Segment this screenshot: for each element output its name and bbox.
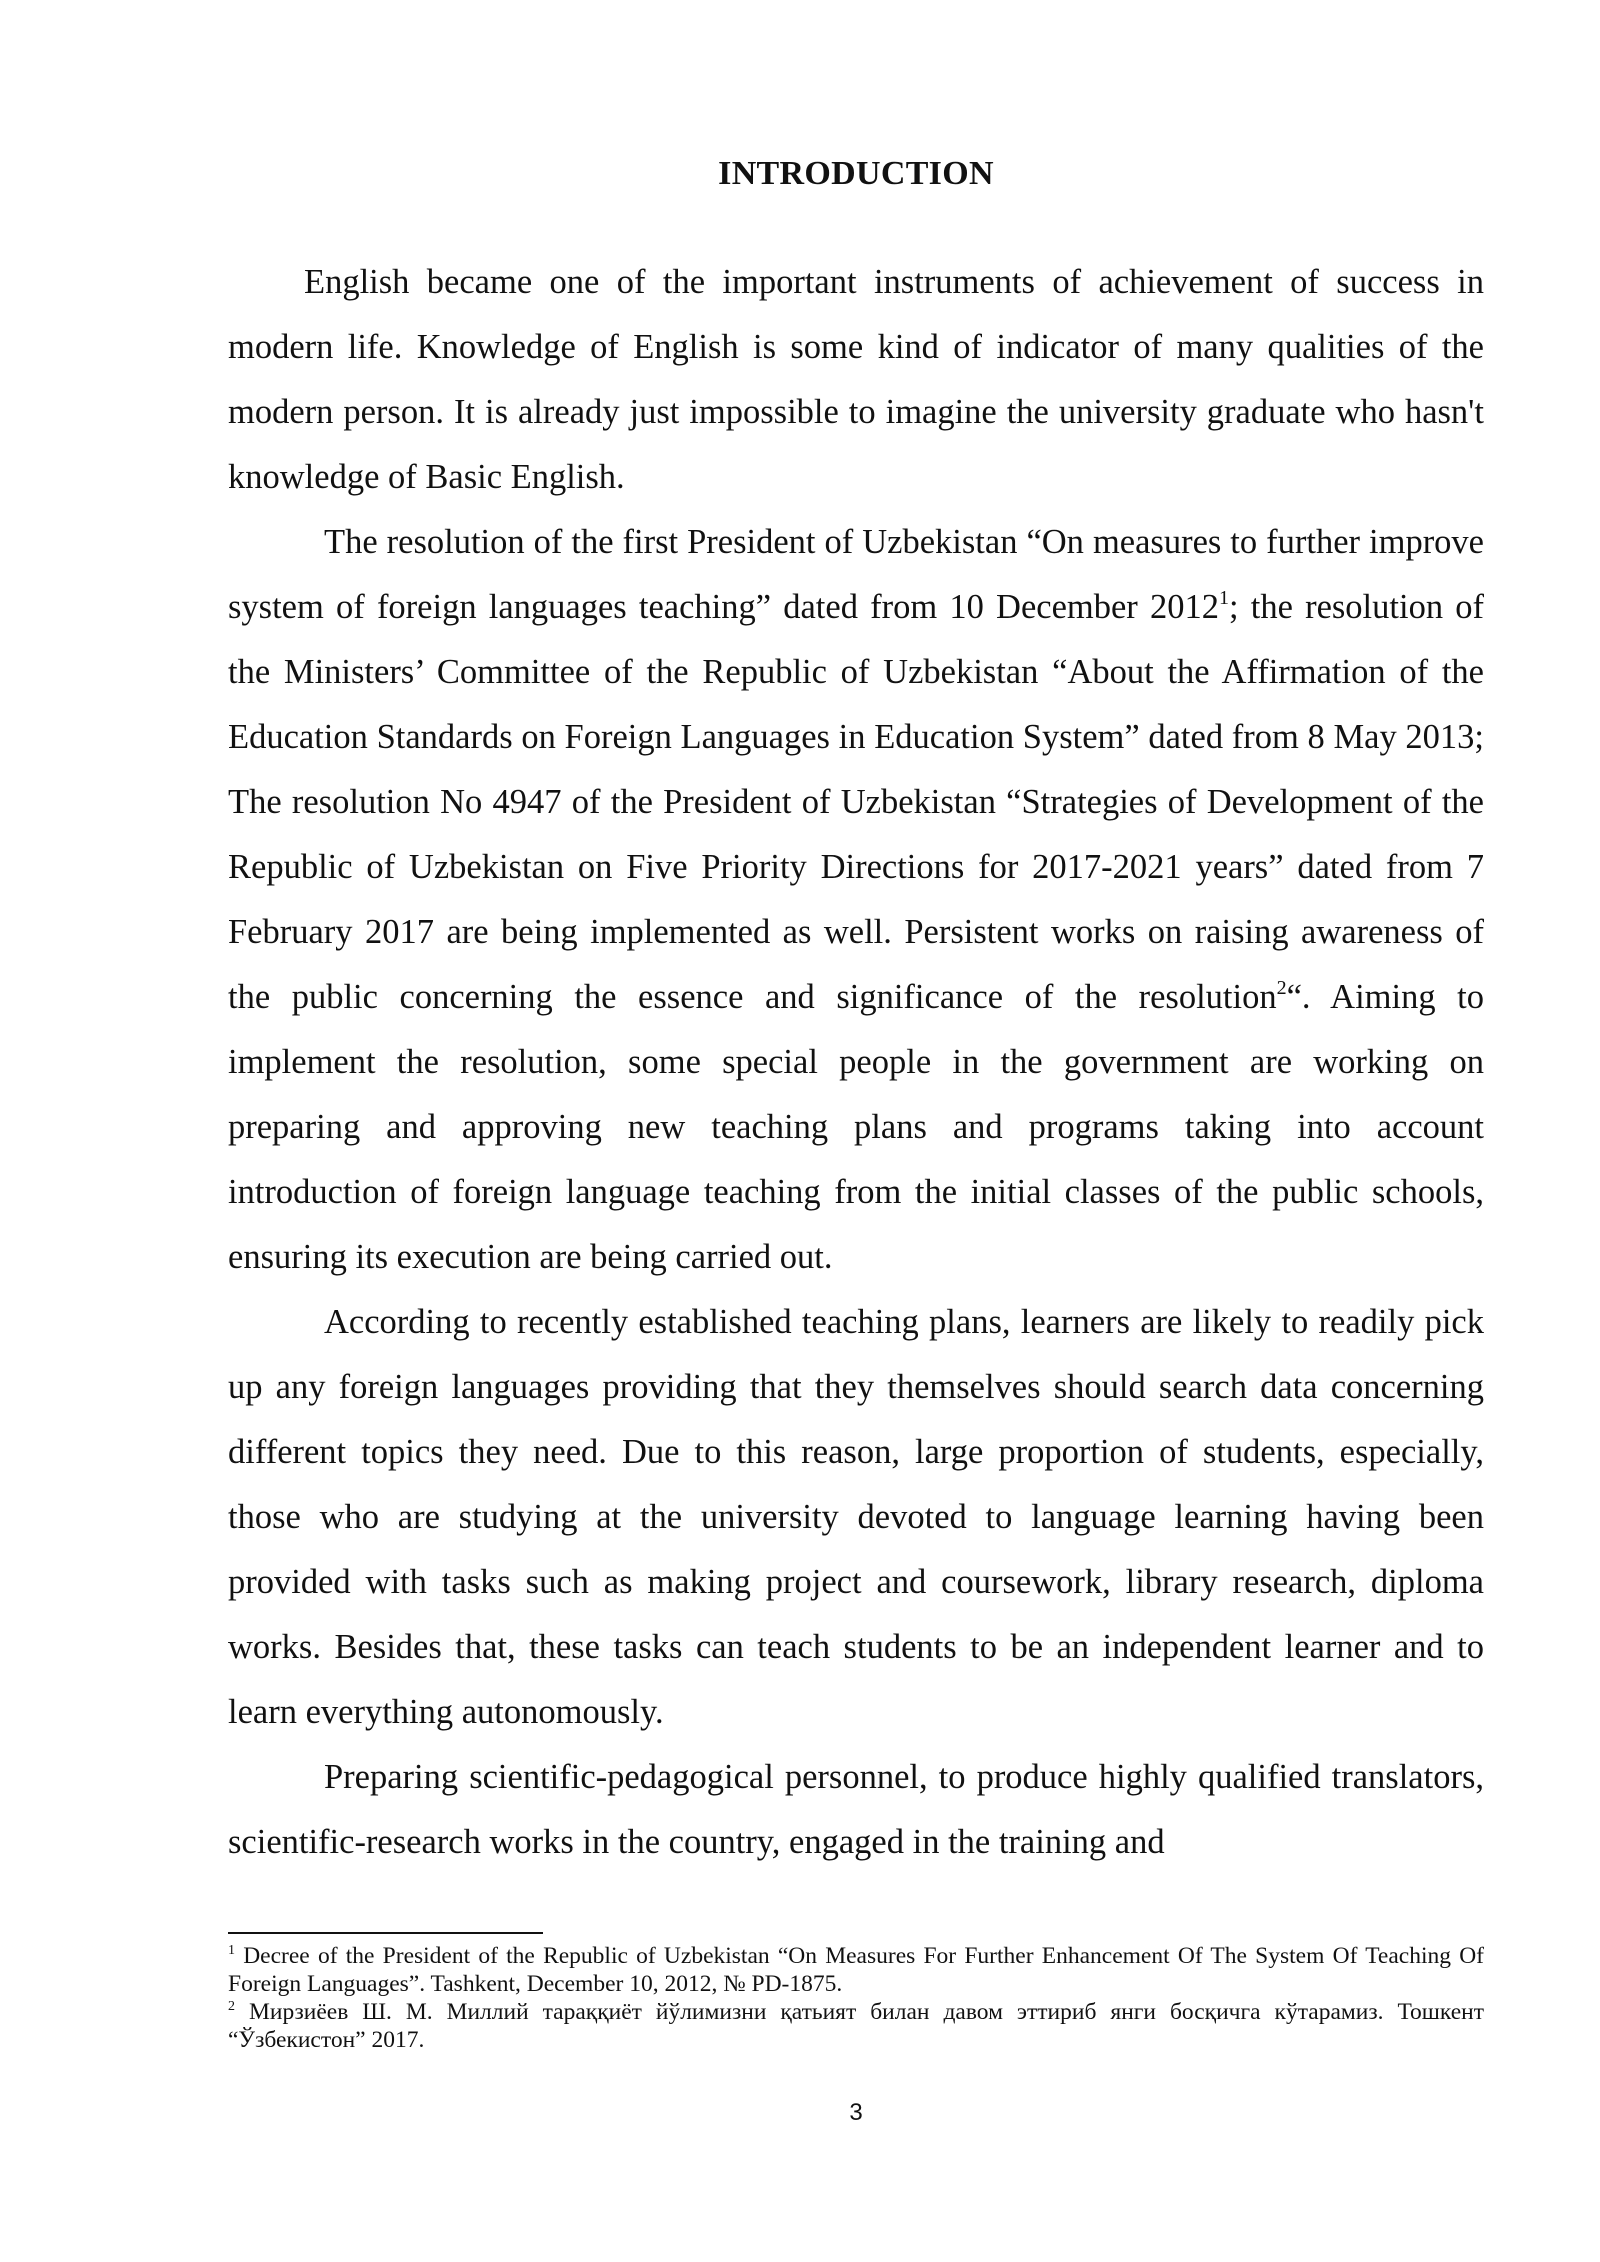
footnote-ref-2: 2 bbox=[1276, 977, 1287, 999]
footnote-2-marker: 2 bbox=[228, 1999, 235, 2014]
document-page bbox=[228, 0, 1484, 2262]
paragraph-2-part-c: “. Aiming to implement the resolution, some special people in the government are working on preparing and approving new teaching plans and programs taking into account introduction of foreign language teaching from the initial classes of the public schools, ensuring its execution are being carried out. bbox=[228, 978, 1484, 1276]
body-text bbox=[228, 250, 1484, 1875]
paragraph-2 bbox=[228, 510, 1484, 1290]
footnote-ref-1: 1 bbox=[1218, 587, 1229, 609]
paragraph-2-part-b: ; the resolution of the Ministers’ Committee of the Republic of Uzbekistan “About the Affirmation of the Education Standards on Foreign Languages in Education System” dated from 8 May 2013; The resolution No 4947 of the President of Uzbekistan “Strategies of Development of the Republic of Uzbekistan on Five Priority Directions for 2017-2021 years” dated from 7 February 2017 are being implemented as well. Persistent works on raising awareness of the public concerning the essence and significance of the resolution bbox=[228, 588, 1484, 1016]
footnote-1 bbox=[228, 1942, 1484, 1998]
paragraph-2-part-a: The resolution of the first President of Uzbekistan “On measures to further improve system of foreign languages teaching” dated from 10 December 2012 bbox=[228, 523, 1484, 626]
page-number: 3 bbox=[849, 2099, 863, 2126]
footnotes bbox=[228, 1942, 1484, 2054]
footnote-1-marker: 1 bbox=[228, 1943, 235, 1958]
footnote-1-text: Decree of the President of the Republic of Uzbekistan “On Measures For Further Enhancement Of The System Of Teaching Of Foreign Languages”. Tashkent, December 10, 2012, № PD-1875. bbox=[228, 1943, 1484, 1997]
footnote-2-text: Мирзиёев Ш. М. Миллий тараққиёт йўлимизни қатьият билан давом эттириб янги босқичга кўтарамиз. Тошкент “Ўзбекистон” 2017. bbox=[228, 1999, 1484, 2053]
paragraph-1: English became one of the important instruments of achievement of success in modern life. Knowledge of English is some kind of indicator of many qualities of the modern person. It is already just impossible to imagine the university graduate who hasn't knowledge of Basic English. bbox=[228, 263, 1484, 496]
section-heading: INTRODUCTION bbox=[718, 155, 994, 192]
footnote-separator bbox=[228, 1932, 543, 1934]
paragraph-4: Preparing scientific-pedagogical personnel, to produce highly qualified translators, scientific-research works in the country, engaged in the training and bbox=[228, 1758, 1484, 1861]
paragraph-3: According to recently established teaching plans, learners are likely to readily pick up any foreign languages providing that they themselves should search data concerning different topics they need. Due to this reason, large proportion of students, especially, those who are studying at the university devoted to language learning having been provided with tasks such as making project and coursework, library research, diploma works. Besides that, these tasks can teach students to be an independent learner and to learn everything autonomously. bbox=[228, 1303, 1484, 1731]
footnote-2 bbox=[228, 1998, 1484, 2054]
